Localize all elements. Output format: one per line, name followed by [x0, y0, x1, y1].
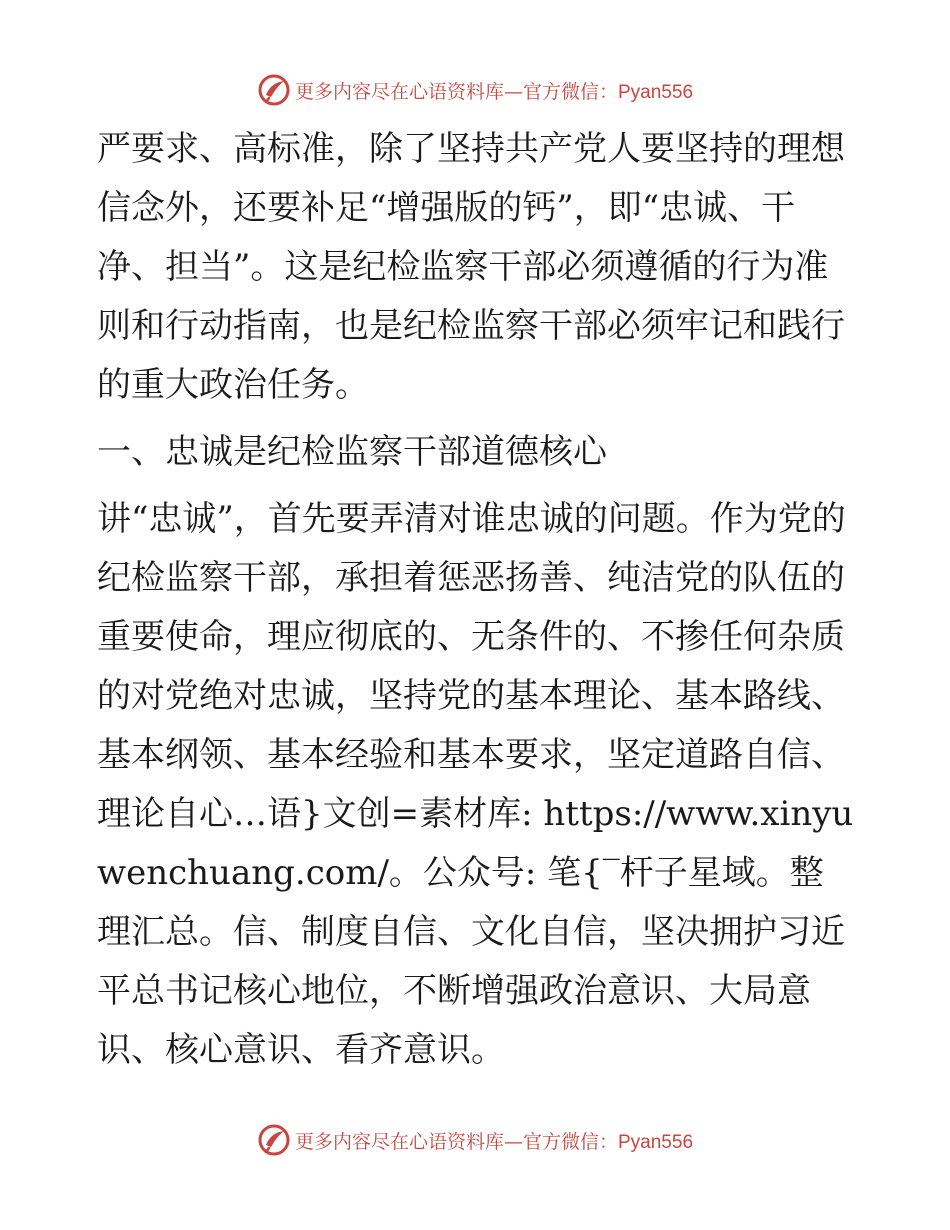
banner-official-label: 官方微信： [522, 1130, 618, 1153]
banner-official-label: 官方微信： [522, 80, 618, 103]
document-body [97, 120, 857, 1080]
brand-logo-icon [257, 1123, 291, 1157]
body-paragraph-intro: 严要求、高标准，除了坚持共产党人要坚持的理想信念外，还要补足“增强版的钙”，即“忠诚、干净、担当”。这是纪检监察干部必须遵循的行为准则和行动指南，也是纪检监察干部必须牢记和践行的重大政治任务。 [97, 129, 845, 405]
banner-text [295, 1127, 693, 1154]
section-heading: 一、忠诚是纪检监察干部道德核心 [97, 432, 607, 472]
banner-separator: — [503, 1130, 523, 1153]
brand-logo-icon [257, 73, 291, 107]
banner-separator: — [503, 80, 523, 103]
body-paragraph-loyalty: 讲“忠诚”，首先要弄清对谁忠诚的问题。作为党的纪检监察干部，承担着惩恶扬善、纯洁党的队伍的重要使命，理应彻底的、无条件的、不掺任何杂质的对党绝对忠诚，坚持党的基本理论、基本路线、基本纲领、基本经验和基本要求，坚定道路自信、理论自心…语}文创=素材库: https://www.xinyuwenchuang.com/。公众号: 笔{‾杆子星域。整理汇总。信、制度自信、文化自信，坚决拥护习近平总书记核心地位，不断增强政治意识、大局意识、核心意识、看齐意识。 [97, 499, 854, 1070]
banner-wechat-id: Pyan556 [618, 1131, 694, 1153]
header-watermark-banner [0, 70, 950, 110]
banner-brand: 更多内容尽在心语资料库 [294, 1130, 504, 1153]
footer-watermark-banner [0, 1120, 950, 1160]
banner-wechat-id: Pyan556 [618, 81, 694, 103]
banner-text [295, 77, 693, 104]
banner-brand: 更多内容尽在心语资料库 [294, 80, 504, 103]
